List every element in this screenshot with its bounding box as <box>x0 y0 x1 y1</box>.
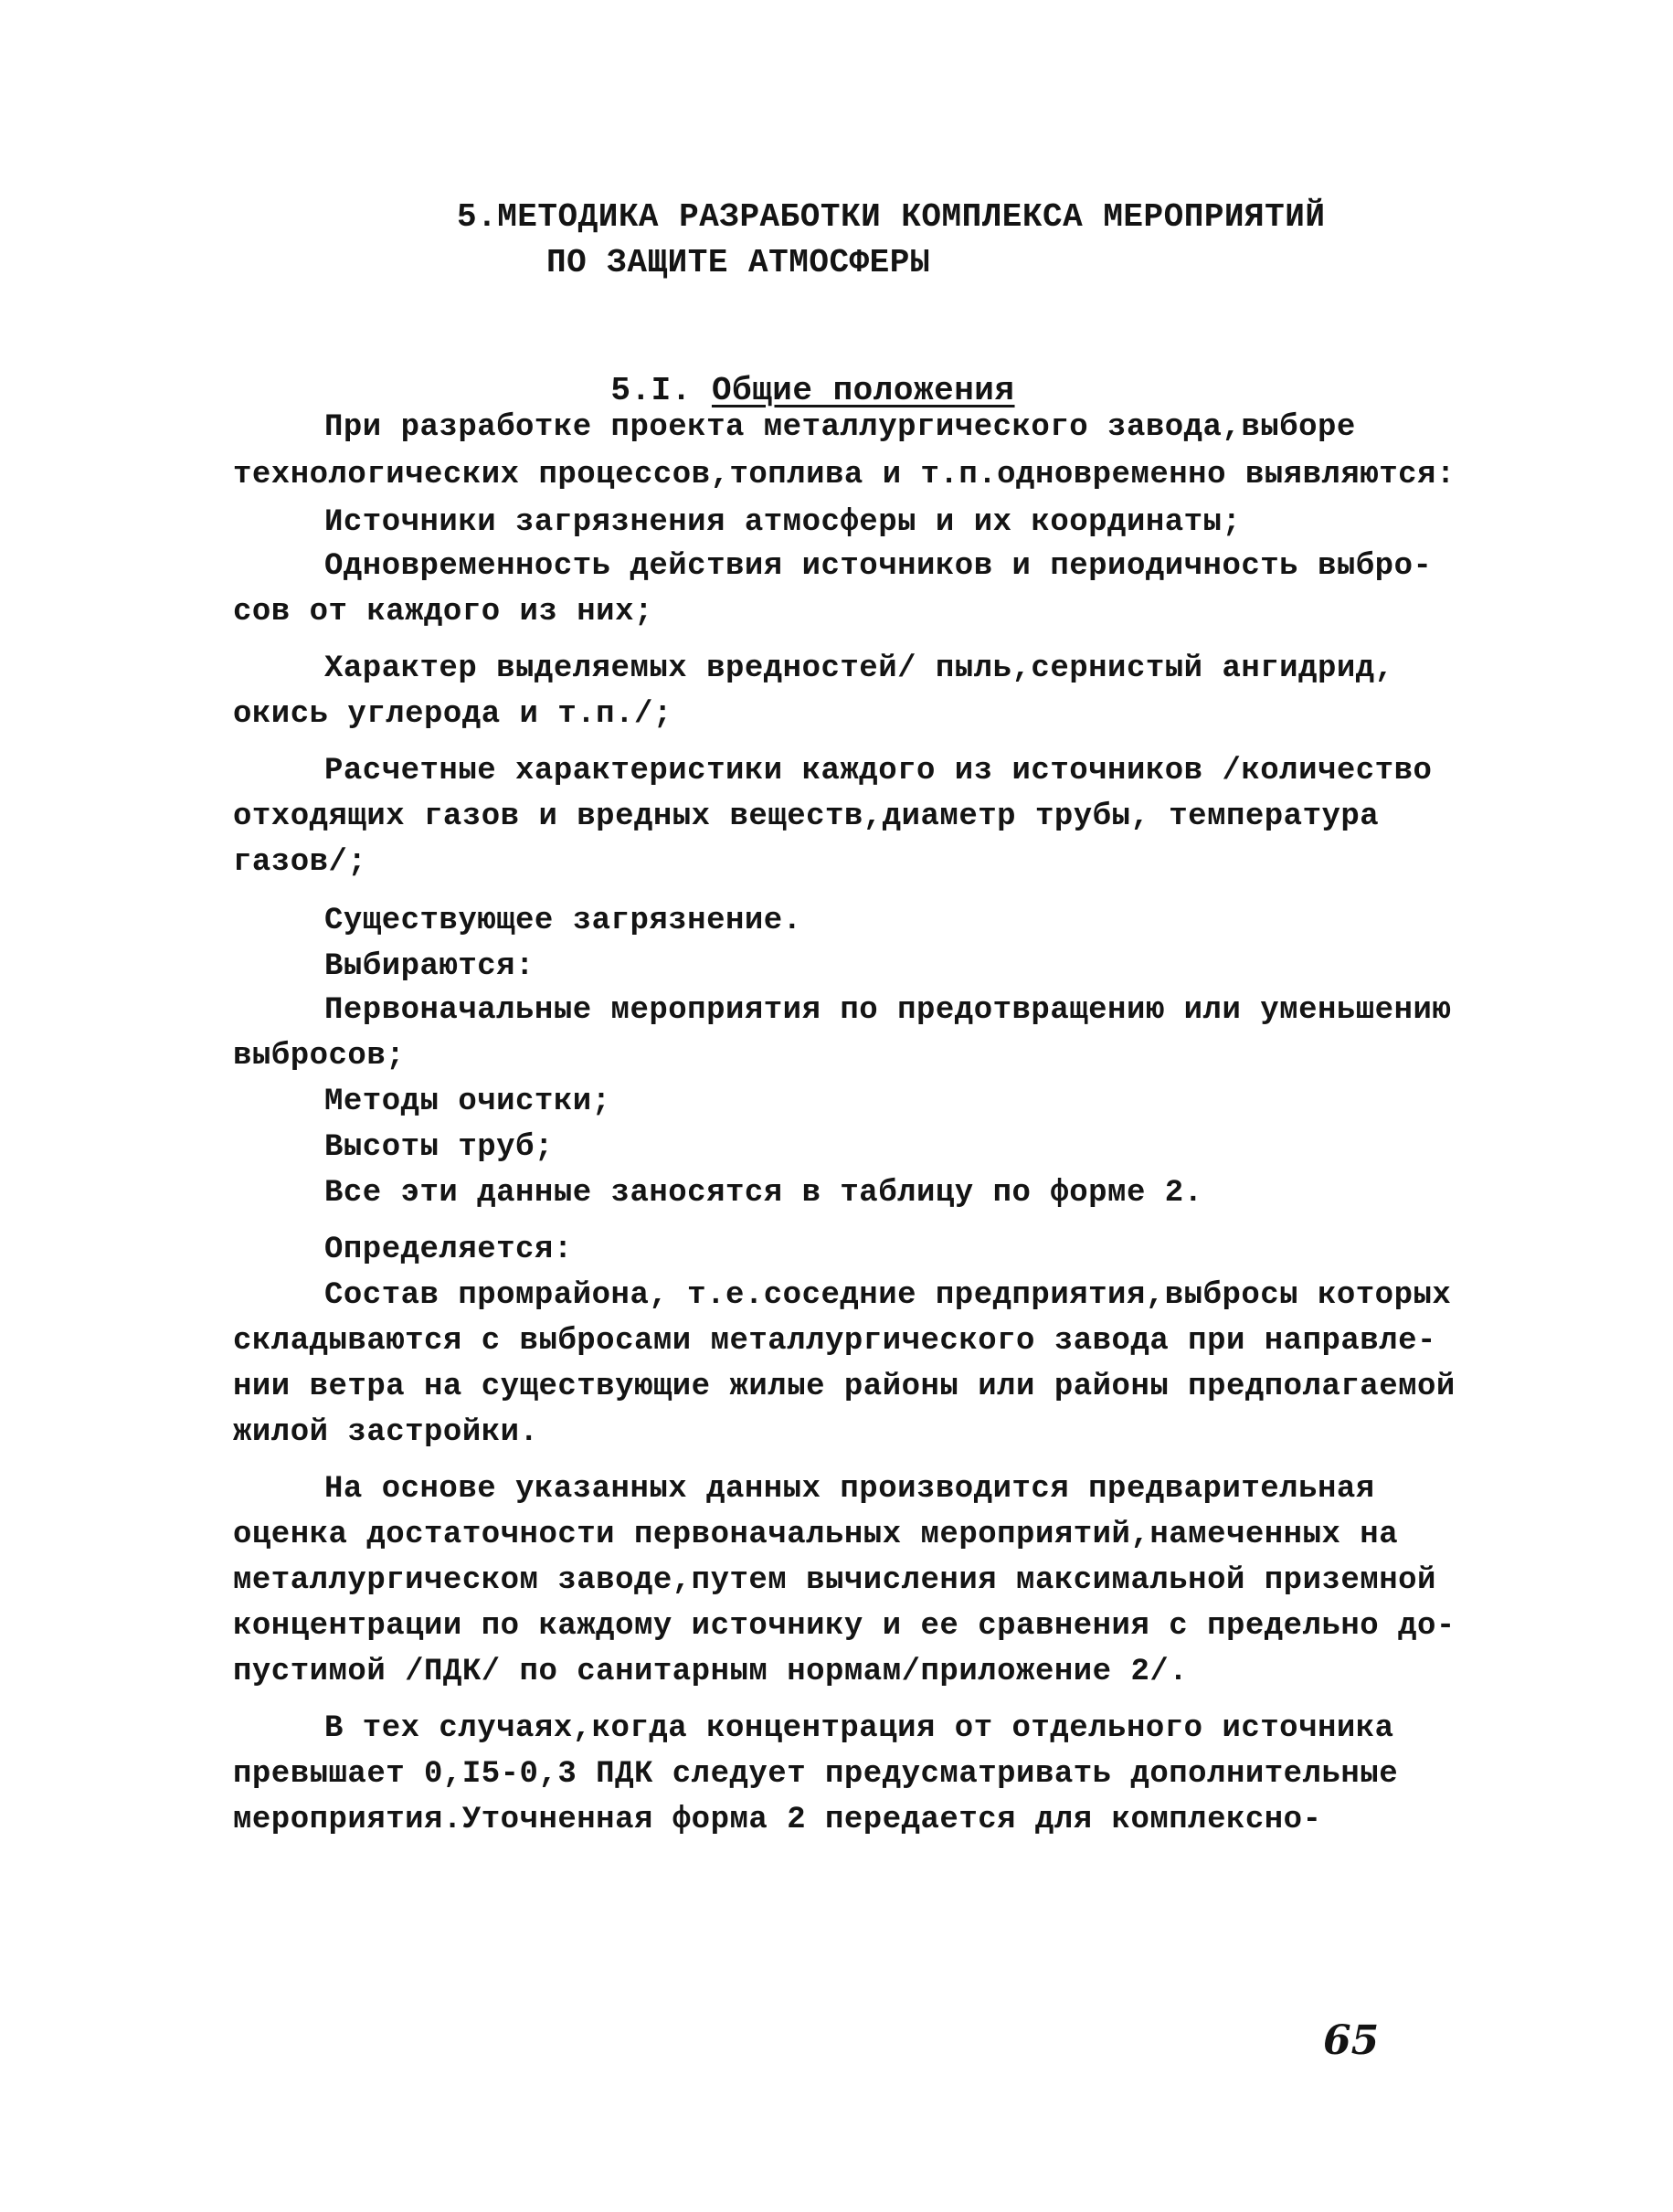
body-line-6: Характер выделяемых вредностей/ пыль,сернистый ангидрид, <box>324 651 1394 686</box>
page-number: 65 <box>1323 2017 1380 2064</box>
body-line-13: Первоначальные мероприятия по предотвращению или уменьшению <box>324 993 1452 1028</box>
body-line-29: превышает 0,I5-0,3 ПДК следует предусматривать дополнительные <box>233 1757 1399 1792</box>
body-line-7: окись углерода и т.п./; <box>233 697 672 732</box>
body-line-22: жилой застройки. <box>233 1415 539 1450</box>
body-line-10: газов/; <box>233 845 367 880</box>
body-line-19: Состав промрайона, т.е.соседние предприятия,выбросы которых <box>324 1278 1452 1313</box>
body-line-14: выбросов; <box>233 1039 406 1074</box>
body-line-12: Выбираются: <box>324 949 535 984</box>
body-line-4: Одновременность действия источников и периодичность выбро- <box>324 549 1433 584</box>
body-line-17: Все эти данные заносятся в таблицу по форме 2. <box>324 1176 1203 1211</box>
body-line-24: оценка достаточности первоначальных мероприятий,намеченных на <box>233 1518 1399 1552</box>
body-line-15: Методы очистки; <box>324 1085 611 1119</box>
body-line-26: концентрации по каждому источнику и ее сравнения с предельно до- <box>233 1609 1456 1644</box>
section-heading-text: Общие положения <box>711 372 1015 409</box>
section-number: 5.I. <box>610 372 692 409</box>
body-line-8: Расчетные характеристики каждого из источников /количество <box>324 754 1433 788</box>
body-line-2: технологических процессов,топлива и т.п.одновременно выявляются: <box>233 458 1456 492</box>
body-line-9: отходящих газов и вредных веществ,диаметр трубы, температура <box>233 799 1380 834</box>
body-line-18: Определяется: <box>324 1233 573 1267</box>
body-line-23: На основе указанных данных производится предварительная <box>324 1472 1375 1507</box>
chapter-title-line-2: ПО ЗАЩИТЕ АТМОСФЕРЫ <box>546 244 930 281</box>
body-line-16: Высоты труб; <box>324 1130 554 1165</box>
body-line-28: В тех случаях,когда концентрация от отдельного источника <box>324 1711 1394 1746</box>
body-line-21: нии ветра на существующие жилые районы или районы предполагаемой <box>233 1370 1456 1404</box>
body-line-30: мероприятия.Уточненная форма 2 передается для комплексно- <box>233 1803 1322 1837</box>
chapter-title-line-1: 5.МЕТОДИКА РАЗРАБОТКИ КОМПЛЕКСА МЕРОПРИЯТИЙ <box>457 198 1326 236</box>
body-line-25: металлургическом заводе,путем вычисления максимальной приземной <box>233 1563 1436 1598</box>
body-line-27: пустимой /ПДК/ по санитарным нормам/приложение 2/. <box>233 1655 1189 1689</box>
body-line-1: При разработке проекта металлургического завода,выборе <box>324 410 1356 445</box>
body-line-3: Источники загрязнения атмосферы и их координаты; <box>324 505 1242 540</box>
body-line-5: сов от каждого из них; <box>233 595 653 630</box>
body-line-20: складываются с выбросами металлургического завода при направле- <box>233 1324 1436 1359</box>
body-line-11: Существующее загрязнение. <box>324 904 802 938</box>
